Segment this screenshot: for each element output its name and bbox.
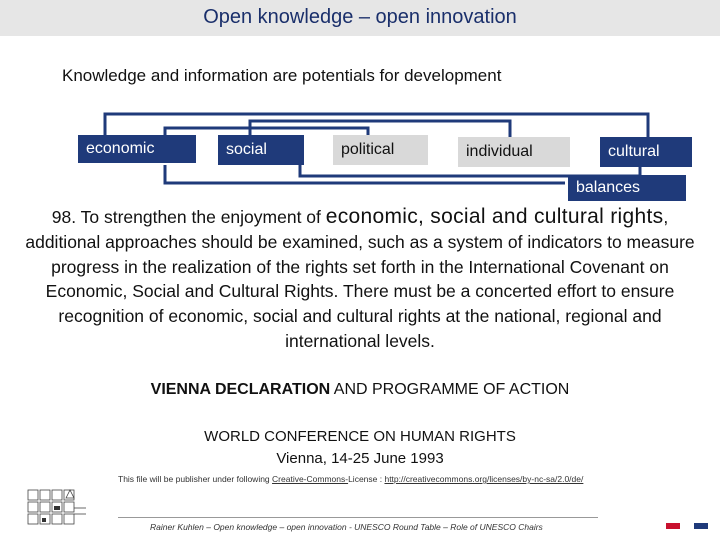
box-cultural: cultural [600,137,692,167]
article-98-paragraph [14,205,706,354]
box-balances: balances [568,175,686,201]
paragraph-lead: economic, social and cultural rights [325,205,664,228]
license-line [118,474,583,484]
conference-place-date: Vienna, 14-25 June 1993 [276,450,444,467]
footer-divider [118,517,598,518]
flag-red-icon [666,523,680,529]
license-mid: License : [348,474,385,484]
declaration-rest: AND PROGRAMME OF ACTION [330,381,570,398]
declaration-bold: VIENNA DECLARATION [150,381,331,398]
box-social: social [218,135,304,165]
connector-line-lower [165,165,565,183]
paragraph-text-b: , additional approaches should be examined, such as a system of indicators to measure progress in the realization of the rights set forth in the International Covenant on Economic, Social and Cultural Rights. There must be a concerted effort to ensure recognition of economic, social and cultural rights at the national, regional and international levels. [25,207,695,351]
box-economic: economic [78,135,196,163]
slide-title: Open knowledge – open innovation [203,6,517,28]
conference-info [0,426,720,470]
declaration-title [0,381,720,399]
paragraph-number: 98. [51,207,77,227]
license-url-link[interactable]: http://creativecommons.org/licenses/by-nc-sa/2.0/de/ [384,474,584,484]
creative-commons-link[interactable]: Creative-Commons- [272,474,349,484]
box-political: political [333,135,428,165]
chair-logo-icon [26,488,88,530]
conference-name: WORLD CONFERENCE ON HUMAN RIGHTS [204,428,516,445]
license-prefix: This file will be publisher under following [118,474,273,484]
flag-blue-icon [694,523,708,529]
box-individual: individual [458,137,570,167]
footer-credit: Rainer Kuhlen – Open knowledge – open innovation - UNESCO Round Table – Role of UNESCO Chairs [150,522,543,532]
paragraph-text-a: To strengthen the enjoyment of [76,207,326,227]
subtitle: Knowledge and information are potentials for development [62,66,502,85]
